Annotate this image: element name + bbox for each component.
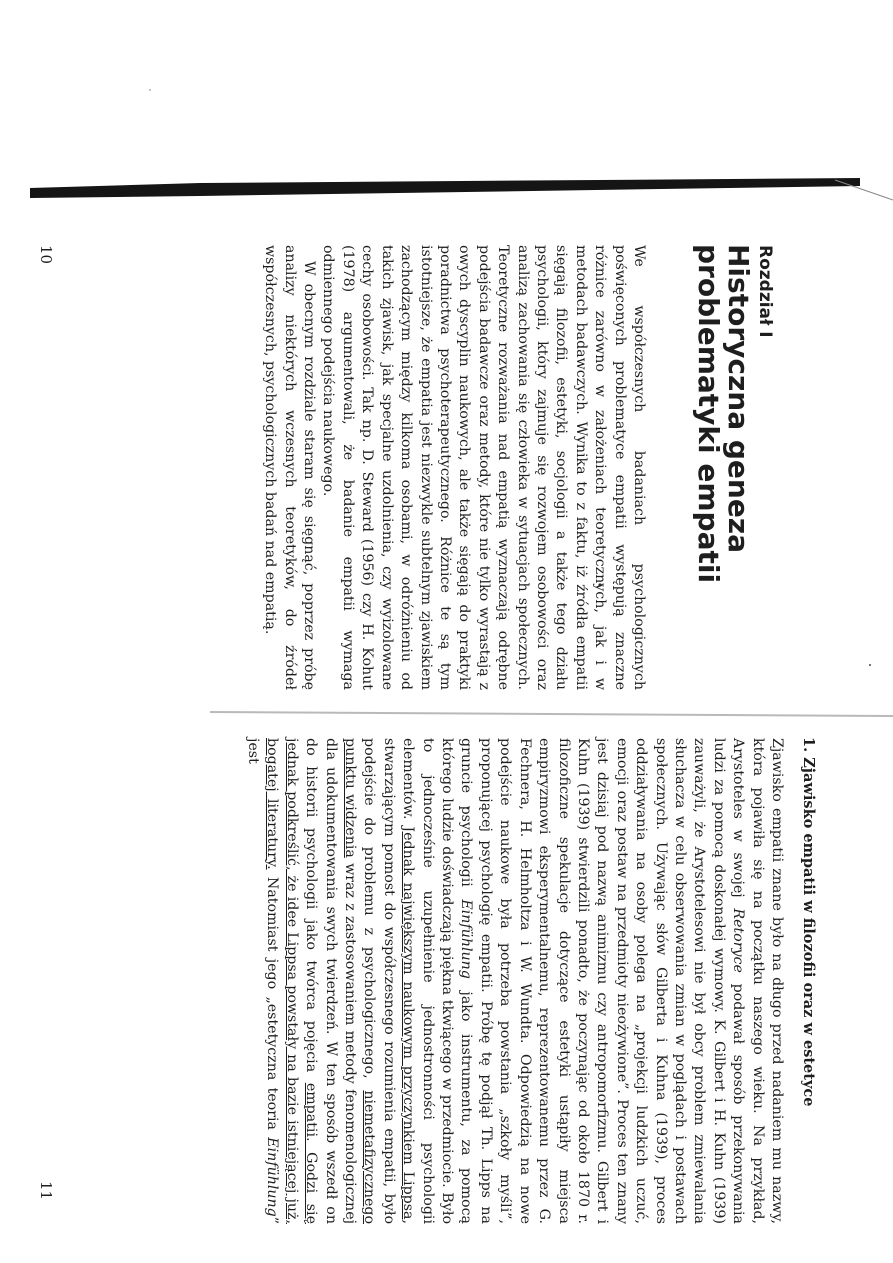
text-run: Natomiast jego „estetyczna teoria bbox=[264, 869, 281, 1138]
chapter-title-line-1: Historyczna geneza bbox=[722, 244, 755, 553]
text-run: Jednak największym naukowym przyczynkiem Lippsa bbox=[400, 826, 417, 1220]
text-run: empatii. Godzi się jednak podkreślić, że idee Lippsa powstały na bazie istniejącej już, bogatej literatury. bbox=[264, 738, 320, 1224]
chapter-title bbox=[693, 244, 753, 664]
page-number-left: 10 bbox=[37, 245, 55, 265]
section-heading: 1. Zjawisko empatii w filozofii oraz w estetyce bbox=[800, 737, 817, 1107]
text-run: Einfühlung bbox=[458, 899, 475, 979]
paragraph: We współczesnych badaniach psychologicznych poświęconych problematyce empatii występują znaczne różnice zarówno w założeniach teoretycznych, jak i w metodach badawczych. Wynika to z faktu, iż źródła empatii sięgają filozofii, estetyki, socjologii a także tego działu psychologii, który zajmuje się rozwojem osobowości oraz analizą zachowania się człowieka w sytuacjach społecznych. Teoretyczne rozważania nad empatią wyznaczają odrębne podejścia badawcze oraz metody, które nie tylko wyrastają z owych dyscyplin naukowych, ale także sięgają do praktyki poradnictwa psychoterapeutycznego. Różnice te są tym istotniejsze, że empatia jest niezwykle subtelnym zjawiskiem zachodzącym między kilkoma osobami, w odróżnieniu od takich zjawisk, jak specjalne uzdolnienia, czy wyizolowane cechy osobowości. Tak np. D. Steward (1956) czy H. Kohut (1978) argumentowali, że badanie empatii wymaga odmiennego podejścia naukowego. bbox=[320, 245, 647, 690]
left-body-text bbox=[260, 245, 648, 690]
right-body-text bbox=[243, 738, 786, 1224]
text-run: wraz z zastosowaniem metody fenomenologicznej dla udokumentowania swych twierdzeń. W ten sposób wszedł on do historii psychologii jako twórca pojęcia bbox=[303, 738, 359, 1224]
text-run: Einfühlung bbox=[264, 1137, 281, 1217]
right-page bbox=[0, 700, 893, 1263]
text-run: Zjawisko empatii znane było na długo przed nadaniem mu nazwy, która pojawiła się na początku naszego wieku. Na przykład, Arystoteles w swojej bbox=[730, 738, 785, 1224]
page-number-right: 11 bbox=[37, 1181, 55, 1201]
text-run: niemetafizycznego punktu widzenia bbox=[342, 738, 378, 1224]
text-run: ” jest bbox=[245, 738, 281, 1224]
chapter-label: Rozdział I bbox=[755, 245, 775, 338]
text-run: , stwarzającym pomost do współczesnego rozumienia empatii, było podejście do problemu z psychologicznego, bbox=[361, 738, 417, 1224]
text-run: Retoryce bbox=[730, 908, 747, 973]
paragraph bbox=[243, 738, 786, 1224]
chapter-title-line-2: problematyki empatii bbox=[692, 244, 725, 584]
text-run: podawał sposób przekonywania ludzi za pomocą doskonałej wymowy. K. Gilbert i H. Kuhn (1939) zauważyli, że Arystotelesowi nie był obcy problem zmiewalania słuchacza w celu obserwowania zmian w poglądach i postawach społecznych. Używając słów Gilberta i Kuhna (1939), proces oddziaływania na osoby polega na „projekcji ludzkich uczuć, emocji oraz postaw na przedmioty nieożywione”. Proces ten znany jest dzisiaj pod nazwą animizmu czy antropomorfizmu. Gilbert i Kuhn (1939) stwierdzili ponadto, że poczynając od około 1870 r. filozoficzne spekulacje dotyczące estetyki ustąpiły miejsca empiryzmowi eksperymentalnemu, reprezentowanemu przez G. Fechnera, H. Helmholtza i W. Wundta. Odpowiedzią na nowe podejście naukowe była potrzeba powstania „szkoły myśli”, proponującej psychologię empatii. Próbę tę podjął Th. Lipps na gruncie psychologii bbox=[458, 738, 747, 1224]
paragraph: W obecnym rozdziale staram się sięgnąć, poprzez próbę analizy niektórych wczesnych teoretyków, do źródeł współczesnych, psychologicznych badań nad empatią. bbox=[262, 245, 318, 690]
text-run: jako instrumentu, za pomocą którego ludzie doświadczają piękna tkwiącego w przedmiocie. Było to jednocześnie uzupełnienie jednostronności psychologii elementów. bbox=[400, 738, 475, 1225]
